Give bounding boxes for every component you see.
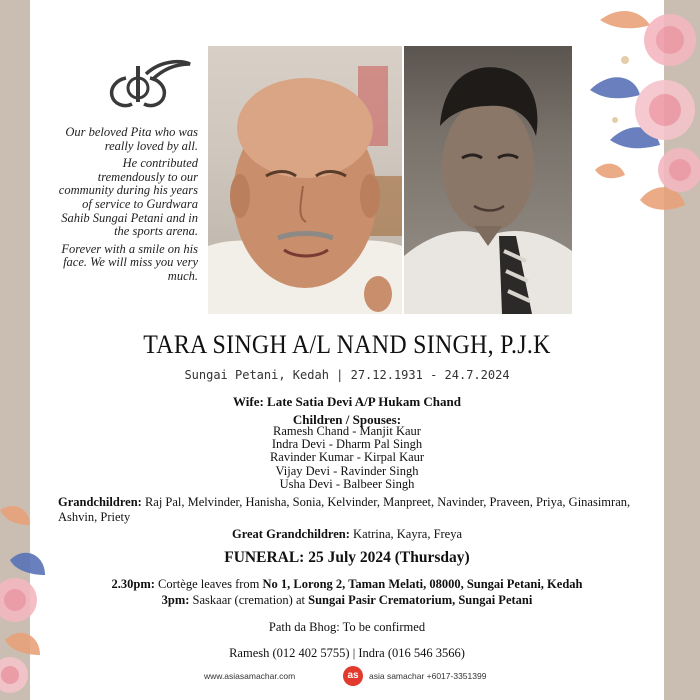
schedule-time: 3pm:: [161, 593, 190, 607]
great-grandchildren-names: Katrina, Kayra, Freya: [353, 527, 463, 541]
list-item: Ravinder Kumar - Kirpal Kaur: [269, 450, 425, 465]
list-item: Usha Devi - Balbeer Singh: [279, 476, 415, 491]
tribute-line: He contributed tremendously to our community during his years of service to Gurdwara Sahib Sungai Petani and in the sports arena.: [58, 156, 198, 239]
tribute-line: Forever with a smile on his face. We will miss you very much.: [61, 241, 198, 283]
great-grandchildren-line: [30, 527, 664, 542]
grandchildren-names: Raj Pal, Melvinder, Hanisha, Sonia, Kelvinder, Manpreet, Navinder, Praveen, Priya, Ginasimran, Ashvin, Priety: [58, 495, 631, 524]
footer-contact: asia samachar +6017-3351399: [369, 671, 487, 681]
place-and-dates: Sungai Petani, Kedah | 27.12.1931 - 24.7.2024: [184, 368, 510, 382]
path-da-bhog: Path da Bhog: To be confirmed: [268, 620, 426, 634]
footer: [160, 664, 540, 688]
grandchildren-label: Grandchildren:: [58, 495, 142, 509]
deceased-name: TARA SINGH A/L NAND SINGH, P.J.K: [143, 330, 551, 359]
schedule-place: Sungai Pasir Crematorium, Sungai Petani: [308, 593, 533, 607]
schedule-text: Saskaar (cremation) at: [192, 593, 305, 607]
schedule-time: 2.30pm:: [111, 577, 155, 591]
tribute-line: Our beloved Pita who was really loved by all.: [65, 125, 198, 153]
asia-samachar-logo: as: [343, 666, 363, 686]
portrait-elderly-photo: [208, 46, 402, 314]
tribute-text: [58, 126, 198, 288]
schedule-text: Cortège leaves from: [158, 577, 260, 591]
children-list: [30, 425, 664, 491]
children-title: Children / Spouses:: [292, 412, 402, 427]
great-grandchildren-label: Great Grandchildren:: [231, 527, 350, 541]
footer-url[interactable]: www.asiasamachar.com: [204, 671, 296, 681]
list-item: Indra Devi - Dharm Pal Singh: [271, 437, 423, 452]
schedule-line: [30, 577, 664, 592]
wife-line: Wife: Late Satia Devi A/P Hukam Chand: [232, 394, 461, 409]
list-item: Vijay Devi - Ravinder Singh: [275, 463, 419, 478]
khanda-icon: [106, 56, 192, 112]
funeral-heading: FUNERAL: 25 July 2024 (Thursday): [224, 549, 470, 566]
floral-decoration-top-right: [580, 0, 700, 250]
grandchildren-line: [58, 495, 648, 524]
schedule-line: [30, 593, 664, 608]
family-contacts: Ramesh (012 402 5755) | Indra (016 546 3566): [229, 646, 465, 660]
schedule-place: No 1, Lorong 2, Taman Melati, 08000, Sungai Petani, Kedah: [262, 577, 583, 591]
list-item: Ramesh Chand - Manjit Kaur: [273, 424, 421, 438]
portrait-young-photo: [404, 46, 572, 314]
